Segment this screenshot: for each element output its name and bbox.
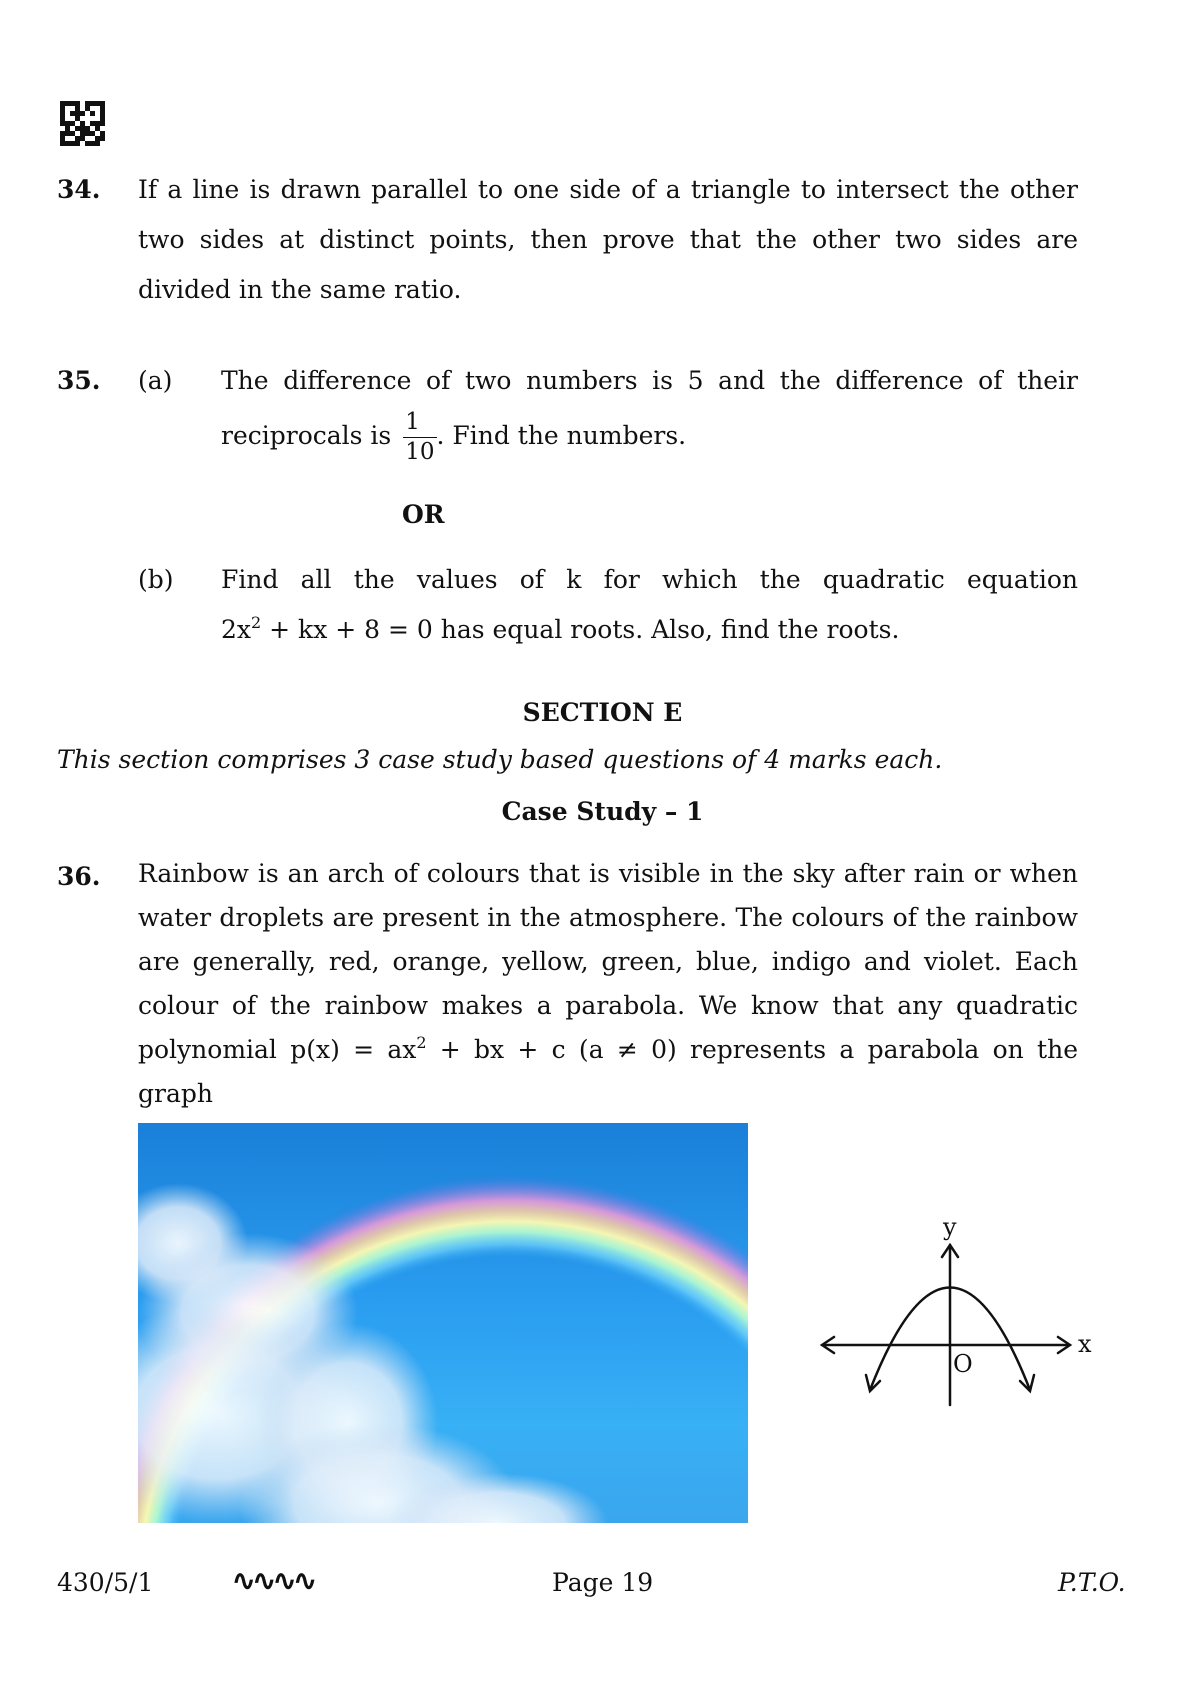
question-35b-text — [221, 555, 1078, 655]
question-36-number: 36. — [57, 862, 101, 891]
fraction-denominator: 10 — [405, 439, 435, 465]
rainbow-illustration — [138, 1123, 748, 1523]
question-36-line: are generally, red, orange, yellow, green, blue, indigo and violet. Each — [138, 947, 1078, 976]
find-numbers-text: . Find the numbers. — [436, 421, 687, 450]
question-34-number: 34. — [57, 175, 101, 204]
case-study-title: Case Study – 1 — [501, 797, 704, 826]
wave-ornament: ∿∿∿∿ — [232, 1564, 314, 1597]
question-35a-label: (a) — [138, 366, 173, 395]
question-35a-line2 — [221, 406, 1078, 466]
equation-part: 2x — [221, 615, 252, 644]
question-35a-text — [221, 356, 1078, 466]
exponent: 2 — [251, 613, 262, 632]
or-separator: OR — [402, 500, 445, 529]
rainbow-photo — [138, 1123, 748, 1523]
question-36-line5 — [138, 1028, 1078, 1116]
question-36-line: colour of the rainbow makes a parabola. We know that any quadratic — [138, 991, 1078, 1020]
section-e-title: SECTION E — [522, 698, 683, 727]
question-35b-line: Find all the values of k for which the quadratic equation — [221, 565, 1078, 594]
question-34-text — [138, 165, 1078, 315]
question-34-line: two sides at distinct points, then prove that the other two sides are — [138, 225, 1078, 254]
origin-label: O — [953, 1350, 973, 1378]
equation-rest: + kx + 8 = 0 has equal roots. Also, find the roots. — [261, 615, 900, 644]
question-36-text — [138, 852, 1078, 1160]
fraction-numerator: 1 — [403, 411, 436, 438]
question-35a-line: The difference of two numbers is 5 and the difference of their — [221, 366, 1078, 395]
question-35b-label: (b) — [138, 565, 174, 594]
question-35b-line2 — [221, 605, 1078, 655]
question-35-number: 35. — [57, 366, 101, 395]
question-34-line: If a line is drawn parallel to one side of a triangle to intersect the other — [138, 175, 1078, 204]
parabola-graph — [800, 1215, 1110, 1415]
paper-code: 430/5/1 — [57, 1568, 154, 1597]
page-number: Page 19 — [552, 1568, 654, 1597]
x-axis-label: x — [1078, 1330, 1092, 1358]
reciprocals-text: reciprocals is — [221, 421, 392, 450]
please-turn-over: P.T.O. — [1058, 1568, 1126, 1597]
fraction-one-tenth — [403, 411, 436, 464]
section-e-instruction: This section comprises 3 case study based questions of 4 marks each. — [57, 745, 943, 774]
question-34-line: divided in the same ratio. — [138, 275, 462, 304]
question-36-line: Rainbow is an arch of colours that is visible in the sky after rain or when — [138, 859, 1078, 888]
question-36-line: water droplets are present in the atmosphere. The colours of the rainbow — [138, 903, 1078, 932]
qr-code-icon — [60, 101, 105, 146]
polynomial-rest: + bx + c (a ≠ 0) represents a parabola on the graph — [138, 1035, 1078, 1108]
polynomial-text: polynomial p(x) = ax — [138, 1035, 417, 1064]
y-axis-label: y — [943, 1213, 957, 1241]
exponent: 2 — [416, 1033, 427, 1052]
